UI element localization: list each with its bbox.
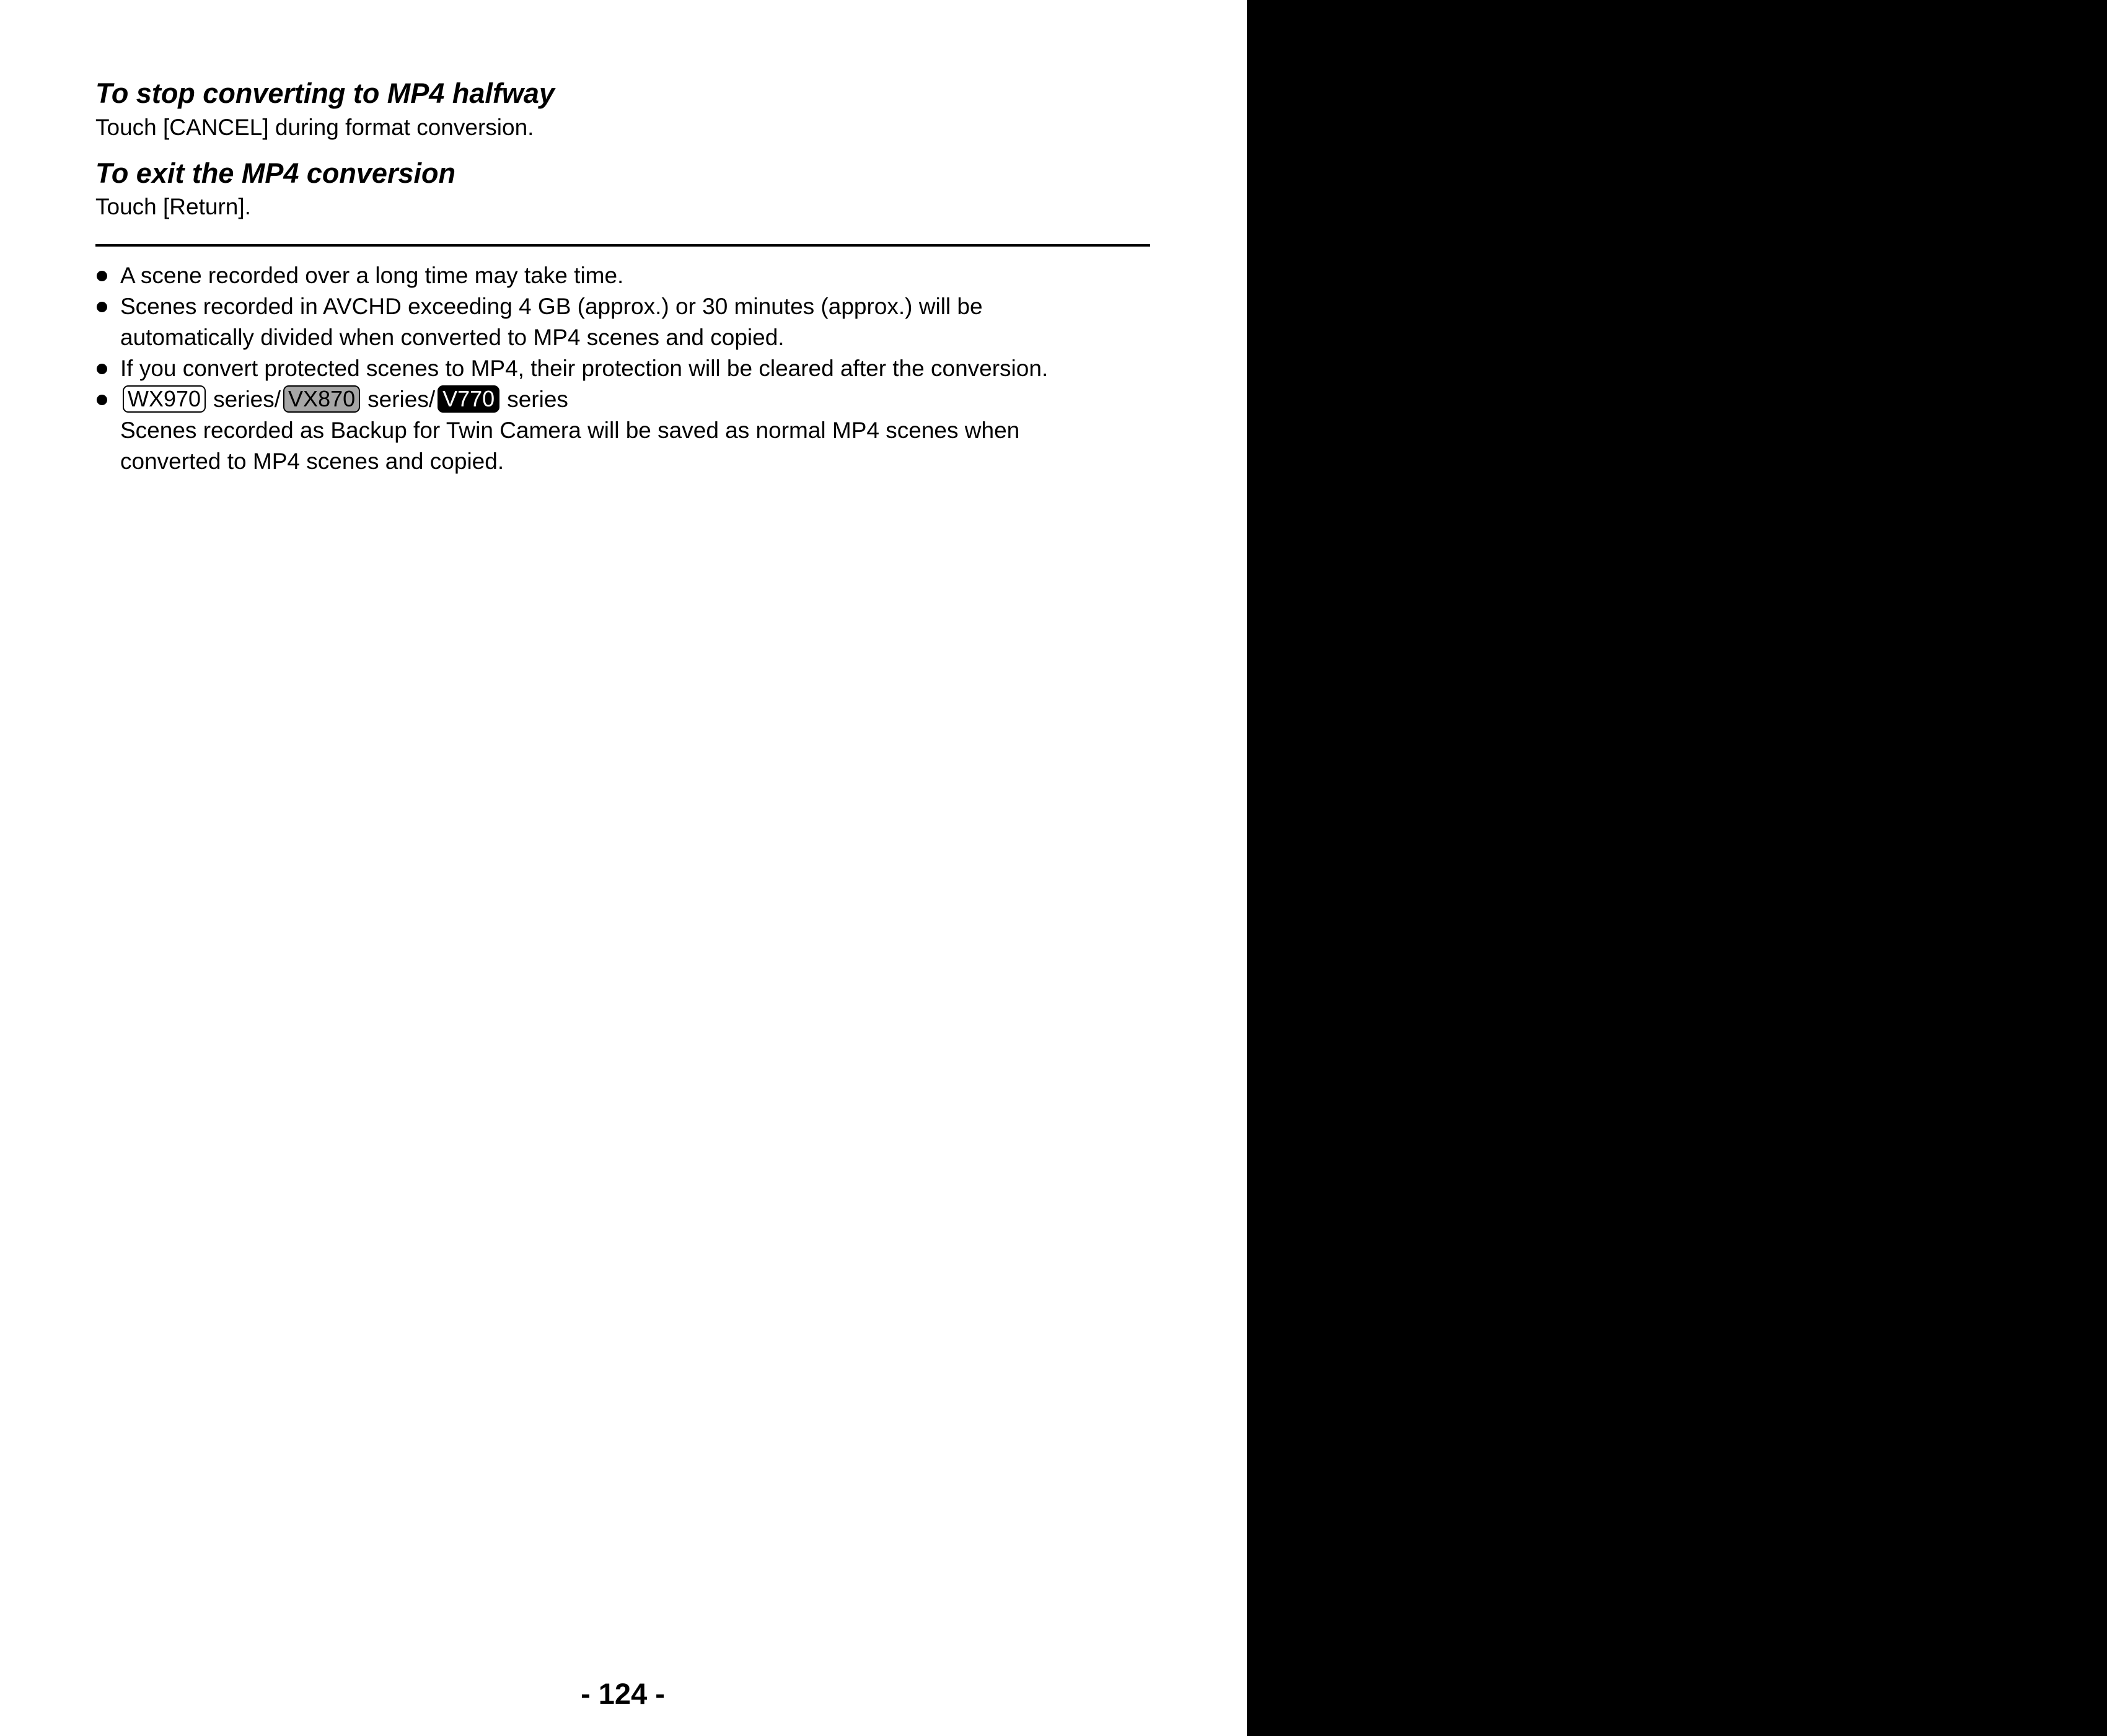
bullet-icon [97, 271, 107, 281]
note-line: converted to MP4 scenes and copied. [120, 449, 504, 474]
note-item [95, 291, 1174, 353]
note-line: A scene recorded over a long time may take time. [120, 263, 624, 288]
bullet-icon [97, 302, 107, 312]
model-series-line [120, 384, 1174, 415]
model-tag-wx970: WX970 [123, 385, 206, 413]
note-line: Scenes recorded in AVCHD exceeding 4 GB (approx.) or 30 minutes (approx.) will be [120, 294, 983, 319]
horizontal-divider [95, 244, 1150, 247]
section-text-stop-converting: Touch [CANCEL] during format conversion. [95, 115, 534, 140]
model-tag-v770: V770 [438, 385, 499, 413]
model-series-suffix: series/ [367, 387, 436, 412]
section-heading-stop-converting: To stop converting to MP4 halfway [95, 77, 555, 109]
note-item-model-specific [95, 384, 1174, 477]
note-item [95, 353, 1174, 384]
page-number: - 124 - [581, 1677, 665, 1710]
note-item [95, 260, 1174, 291]
note-line: automatically divided when converted to MP4 scenes and copied. [120, 325, 785, 350]
model-series-suffix: series/ [213, 387, 281, 412]
section-text-exit-conversion: Touch [Return]. [95, 194, 251, 219]
note-line: Scenes recorded as Backup for Twin Camera will be saved as normal MP4 scenes when [120, 418, 1020, 443]
section-heading-exit-conversion: To exit the MP4 conversion [95, 157, 455, 189]
bullet-icon [97, 395, 107, 405]
model-tag-vx870: VX870 [283, 385, 360, 413]
model-series-suffix: series [507, 387, 568, 412]
notes-list [95, 260, 1174, 477]
note-line: If you convert protected scenes to MP4, their protection will be cleared after the conversion. [120, 356, 1049, 381]
bullet-icon [97, 364, 107, 374]
side-black-panel [1247, 0, 2107, 1736]
